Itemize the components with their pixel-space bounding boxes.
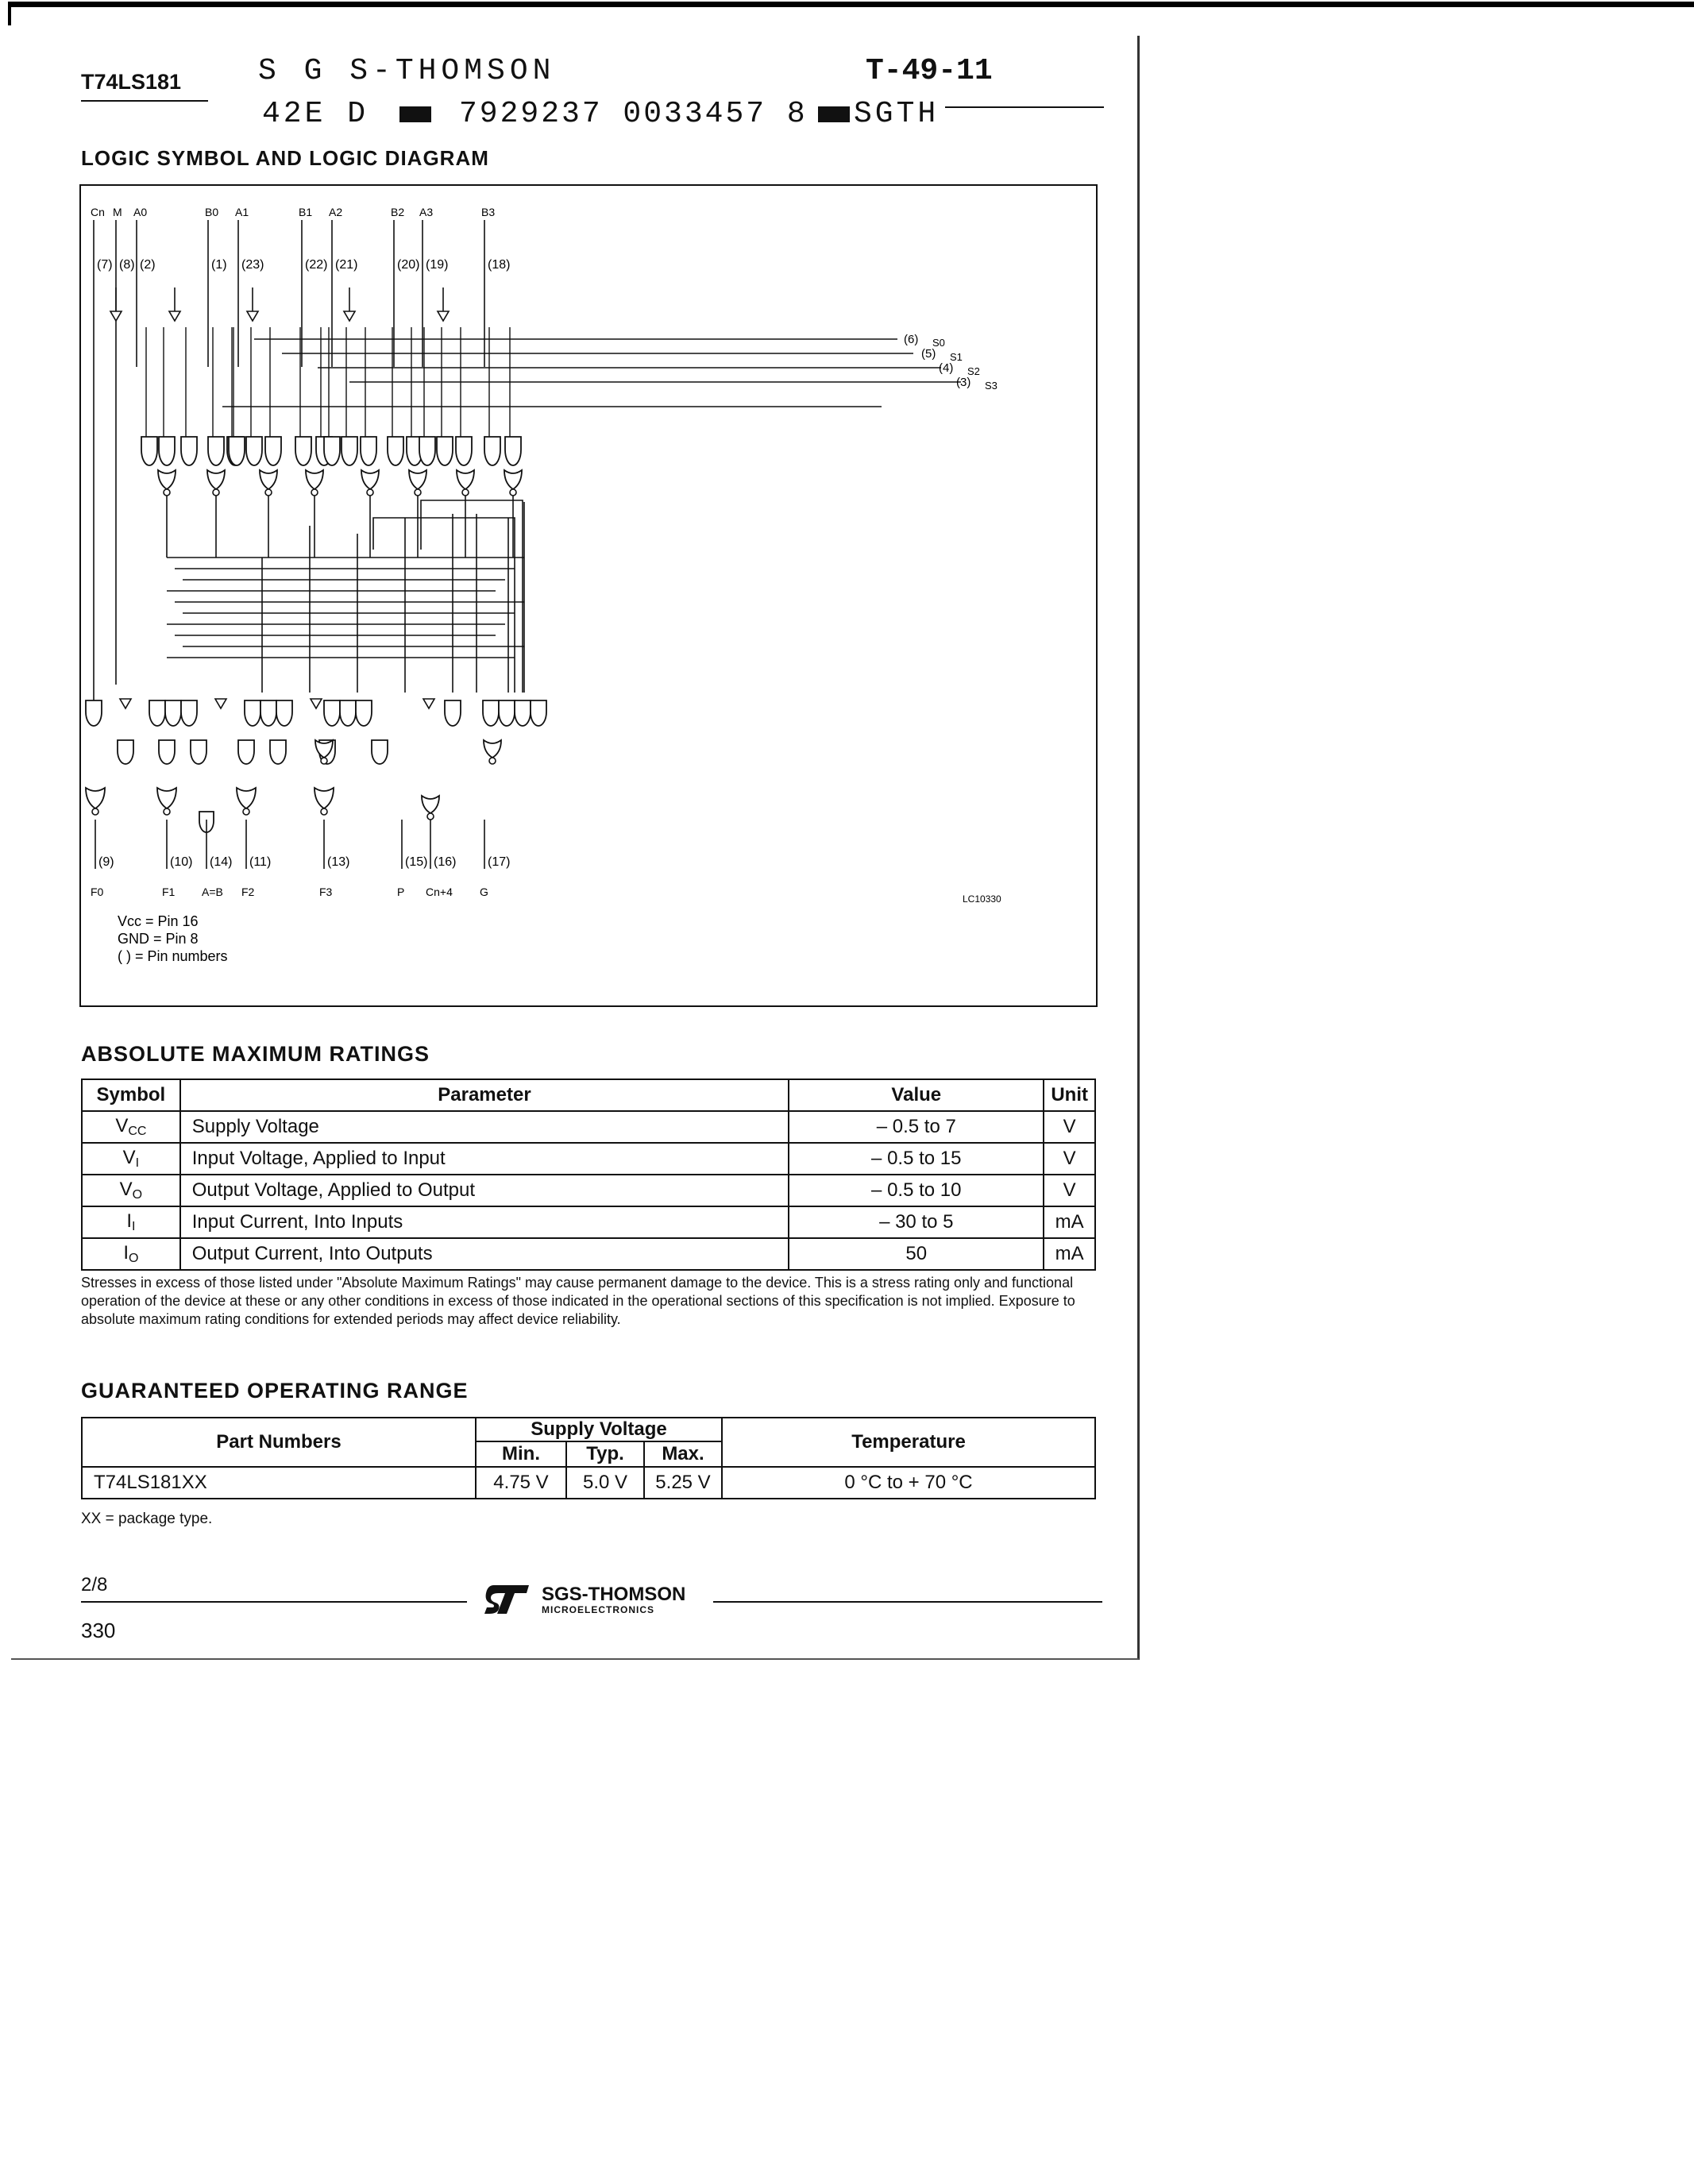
input-pin: (23) (241, 258, 264, 272)
top-border (8, 2, 1694, 7)
output-pin: (16) (434, 855, 457, 869)
and-gate (340, 700, 356, 726)
or-gate (457, 470, 474, 489)
gor-h-temp: Temperature (722, 1418, 1095, 1467)
amr-row (82, 1175, 1095, 1206)
inverter-triangle (215, 699, 226, 708)
amr-unit: mA (1044, 1206, 1095, 1238)
and-gate (324, 700, 340, 726)
logic-title: LOGIC SYMBOL AND LOGIC DIAGRAM (81, 146, 489, 170)
gor-header-row-1 (82, 1418, 1095, 1441)
amr-unit: mA (1044, 1238, 1095, 1270)
or-gate (237, 788, 256, 808)
inversion-bubble (213, 489, 219, 496)
amr-symbol-sub: O (132, 1188, 143, 1202)
amr-value: – 0.5 to 15 (789, 1143, 1044, 1175)
inversion-bubble (92, 808, 98, 815)
input-label: A3 (419, 206, 434, 218)
amr-value: – 30 to 5 (789, 1206, 1044, 1238)
and-gate (445, 700, 461, 726)
or-gate (422, 796, 439, 813)
input-pin: (7) (97, 258, 113, 272)
amr-row (82, 1143, 1095, 1175)
input-pin: (19) (426, 258, 449, 272)
output-label: F0 (91, 886, 104, 898)
input-label: M (113, 206, 122, 218)
inversion-bubble (164, 489, 170, 496)
stamp-ref: T-49-11 (866, 54, 993, 88)
inverter-triangle (344, 311, 355, 321)
and-gate (295, 437, 311, 465)
page-fraction: 2/8 (81, 1574, 108, 1596)
input-label: B2 (391, 206, 405, 218)
and-gate (246, 437, 262, 465)
amr-value: – 0.5 to 10 (789, 1175, 1044, 1206)
input-label: A0 (133, 206, 148, 218)
amr-row (82, 1206, 1095, 1238)
gor-h-part: Part Numbers (82, 1418, 476, 1467)
output-pin: (11) (249, 855, 272, 869)
and-gate (437, 437, 453, 465)
input-label: A2 (329, 206, 343, 218)
stamp-block-1 (399, 106, 431, 122)
and-gate (191, 740, 206, 764)
diagram-id: LC10330 (963, 893, 1001, 905)
left-corner (8, 2, 11, 25)
and-gate (483, 700, 499, 726)
and-gate (181, 437, 197, 465)
stamp-line1: S G S-THOMSON (258, 54, 556, 88)
gor-part: T74LS181XX (82, 1467, 476, 1499)
select-label: S0 (932, 337, 945, 349)
and-gate (361, 437, 376, 465)
amr-symbol-base: V (122, 1147, 136, 1168)
or-gate (207, 470, 225, 489)
output-label: P (397, 886, 405, 898)
input-label: B3 (481, 206, 496, 218)
and-gate (229, 437, 245, 465)
inversion-bubble (321, 758, 327, 764)
stamp-block-2 (818, 106, 850, 122)
note-gnd: GND = Pin 8 (118, 931, 199, 947)
and-gate (181, 700, 197, 726)
select-pin: (6) (904, 333, 919, 346)
inverter-triangle (169, 311, 180, 321)
and-gate (484, 437, 500, 465)
amr-unit: V (1044, 1175, 1095, 1206)
output-label: Cn+4 (426, 886, 453, 898)
bottom-edge (11, 1658, 1139, 1660)
gor-temp: 0 °C to + 70 °C (722, 1467, 1095, 1499)
input-pin: (20) (397, 258, 420, 272)
stamp-line2-right: SGTH (854, 97, 940, 131)
and-gate (118, 740, 133, 764)
and-gate (505, 437, 521, 465)
or-gate (158, 470, 176, 489)
amr-parameter: Input Voltage, Applied to Input (180, 1143, 789, 1175)
page-number: 330 (81, 1619, 116, 1642)
and-gate (515, 700, 531, 726)
inversion-bubble (243, 808, 249, 815)
amr-h-symbol: Symbol (82, 1079, 180, 1111)
and-gate (324, 437, 340, 465)
inversion-bubble (367, 489, 373, 496)
and-gate (141, 437, 157, 465)
and-gate (165, 700, 181, 726)
inverter-triangle (110, 311, 122, 321)
inversion-bubble (415, 489, 421, 496)
footer-brand: SGS-THOMSON (542, 1584, 686, 1605)
note-pins: ( ) = Pin numbers (118, 948, 228, 964)
amr-h-value: Value (789, 1079, 1044, 1111)
or-gate (409, 470, 426, 489)
and-gate (265, 437, 281, 465)
amr-symbol-base: V (119, 1179, 133, 1200)
select-pin: (4) (939, 361, 954, 375)
and-gate (276, 700, 292, 726)
inversion-bubble (510, 489, 516, 496)
gor-h-min: Min. (476, 1441, 566, 1467)
inversion-bubble (489, 758, 496, 764)
and-gate (270, 740, 286, 764)
amr-symbol (82, 1238, 180, 1270)
and-gate (499, 700, 515, 726)
footer-rule-right (713, 1601, 1102, 1603)
gor-typ: 5.0 V (566, 1467, 644, 1499)
select-label: S2 (967, 365, 980, 377)
and-gate (419, 437, 435, 465)
input-label: B1 (299, 206, 313, 218)
inverter-triangle (120, 699, 131, 708)
and-gate (86, 700, 102, 726)
inversion-bubble (311, 489, 318, 496)
amr-symbol-base: I (123, 1242, 129, 1264)
stamp-line2-code: 7929237 0033457 8 (459, 97, 808, 131)
input-pin: (2) (140, 258, 156, 272)
stamp-line2-left: 42E D (262, 97, 369, 131)
amr-unit: V (1044, 1111, 1095, 1143)
inverter-triangle (423, 699, 434, 708)
amr-header-row (82, 1079, 1095, 1111)
and-gate (342, 437, 357, 465)
amr-table (81, 1078, 1096, 1271)
amr-row (82, 1238, 1095, 1270)
right-border (1137, 36, 1140, 1660)
select-label: S1 (950, 351, 963, 363)
input-pin: (8) (119, 258, 135, 272)
gor-data-row (82, 1467, 1095, 1499)
gor-h-supply: Supply Voltage (476, 1418, 722, 1441)
or-gate (306, 470, 323, 489)
or-gate (260, 470, 277, 489)
header-underline (81, 100, 208, 102)
and-gate (238, 740, 254, 764)
gor-min: 4.75 V (476, 1467, 566, 1499)
inversion-bubble (321, 808, 327, 815)
amr-symbol-sub: I (135, 1156, 140, 1170)
st-logo-icon (483, 1582, 534, 1615)
amr-title: ABSOLUTE MAXIMUM RATINGS (81, 1042, 430, 1066)
gor-h-typ: Typ. (566, 1441, 644, 1467)
inversion-bubble (265, 489, 272, 496)
amr-unit: V (1044, 1143, 1095, 1175)
output-pin: (14) (210, 855, 233, 869)
output-pin: (17) (488, 855, 511, 869)
inverter-triangle (247, 311, 258, 321)
output-label: F3 (319, 886, 333, 898)
and-gate (356, 700, 372, 726)
amr-value: 50 (789, 1238, 1044, 1270)
input-label: Cn (91, 206, 105, 218)
select-pin: (5) (921, 347, 936, 361)
inverter-triangle (438, 311, 449, 321)
or-gate (484, 740, 501, 758)
stamp-rule (945, 106, 1104, 108)
and-gate (208, 437, 224, 465)
gor-note: XX = package type. (81, 1511, 213, 1527)
or-gate (86, 788, 105, 808)
output-pin: (9) (98, 855, 114, 869)
inversion-bubble (427, 813, 434, 820)
amr-parameter: Output Current, Into Outputs (180, 1238, 789, 1270)
and-gate (388, 437, 403, 465)
select-label: S3 (985, 380, 997, 392)
output-pin: (13) (327, 855, 350, 869)
amr-note: Stresses in excess of those listed under "Absolute Maximum Ratings" may cause permanent damage to the device. This is a stress rating only and functional operation of the device at these or any other conditions in excess of those indicated in the operational sections of this specification is not implied. Exposure to absolute maximum rating conditions for extended periods may affect device reliability. (81, 1275, 1075, 1327)
amr-parameter: Input Current, Into Inputs (180, 1206, 789, 1238)
gor-max: 5.25 V (644, 1467, 722, 1499)
and-gate (260, 700, 276, 726)
amr-symbol (82, 1111, 180, 1143)
amr-symbol-base: I (126, 1210, 132, 1232)
amr-symbol (82, 1143, 180, 1175)
amr-parameter: Supply Voltage (180, 1111, 789, 1143)
amr-symbol-sub: CC (128, 1125, 147, 1138)
footer-brand-sub: MICROELECTRONICS (542, 1604, 654, 1615)
and-gate (245, 700, 260, 726)
or-gate (157, 788, 176, 808)
part-number: T74LS181 (81, 70, 182, 94)
amr-h-parameter: Parameter (180, 1079, 789, 1111)
and-gate (159, 740, 175, 764)
amr-symbol-base: V (115, 1115, 129, 1136)
inversion-bubble (462, 489, 469, 496)
and-gate (372, 740, 388, 764)
or-gate (504, 470, 522, 489)
input-pin: (18) (488, 258, 511, 272)
inversion-bubble (164, 808, 170, 815)
output-label: F2 (241, 886, 255, 898)
logic-diagram (79, 184, 1098, 1007)
select-pin: (3) (956, 376, 971, 389)
output-pin: (10) (170, 855, 193, 869)
amr-symbol (82, 1206, 180, 1238)
gor-table (81, 1417, 1096, 1499)
output-label: F1 (162, 886, 176, 898)
amr-symbol (82, 1175, 180, 1206)
or-gate (361, 470, 379, 489)
amr-symbol-sub: O (128, 1252, 139, 1265)
gor-title: GUARANTEED OPERATING RANGE (81, 1379, 469, 1403)
and-gate (159, 437, 175, 465)
inverter-triangle (311, 699, 322, 708)
output-pin: (15) (405, 855, 428, 869)
output-label: A=B (202, 886, 223, 898)
amr-h-unit: Unit (1044, 1079, 1095, 1111)
note-vcc: Vcc = Pin 16 (118, 913, 199, 929)
or-gate (314, 788, 334, 808)
input-label: A1 (235, 206, 249, 218)
and-gate (149, 700, 165, 726)
amr-value: – 0.5 to 7 (789, 1111, 1044, 1143)
and-gate (456, 437, 472, 465)
amr-symbol-sub: I (131, 1220, 136, 1233)
input-label: B0 (205, 206, 219, 218)
input-pin: (21) (335, 258, 358, 272)
input-pin: (1) (211, 258, 227, 272)
amr-parameter: Output Voltage, Applied to Output (180, 1175, 789, 1206)
input-pin: (22) (305, 258, 328, 272)
and-gate (531, 700, 546, 726)
output-label: G (480, 886, 488, 898)
footer-rule-left (81, 1601, 467, 1603)
amr-row (82, 1111, 1095, 1143)
gor-h-max: Max. (644, 1441, 722, 1467)
